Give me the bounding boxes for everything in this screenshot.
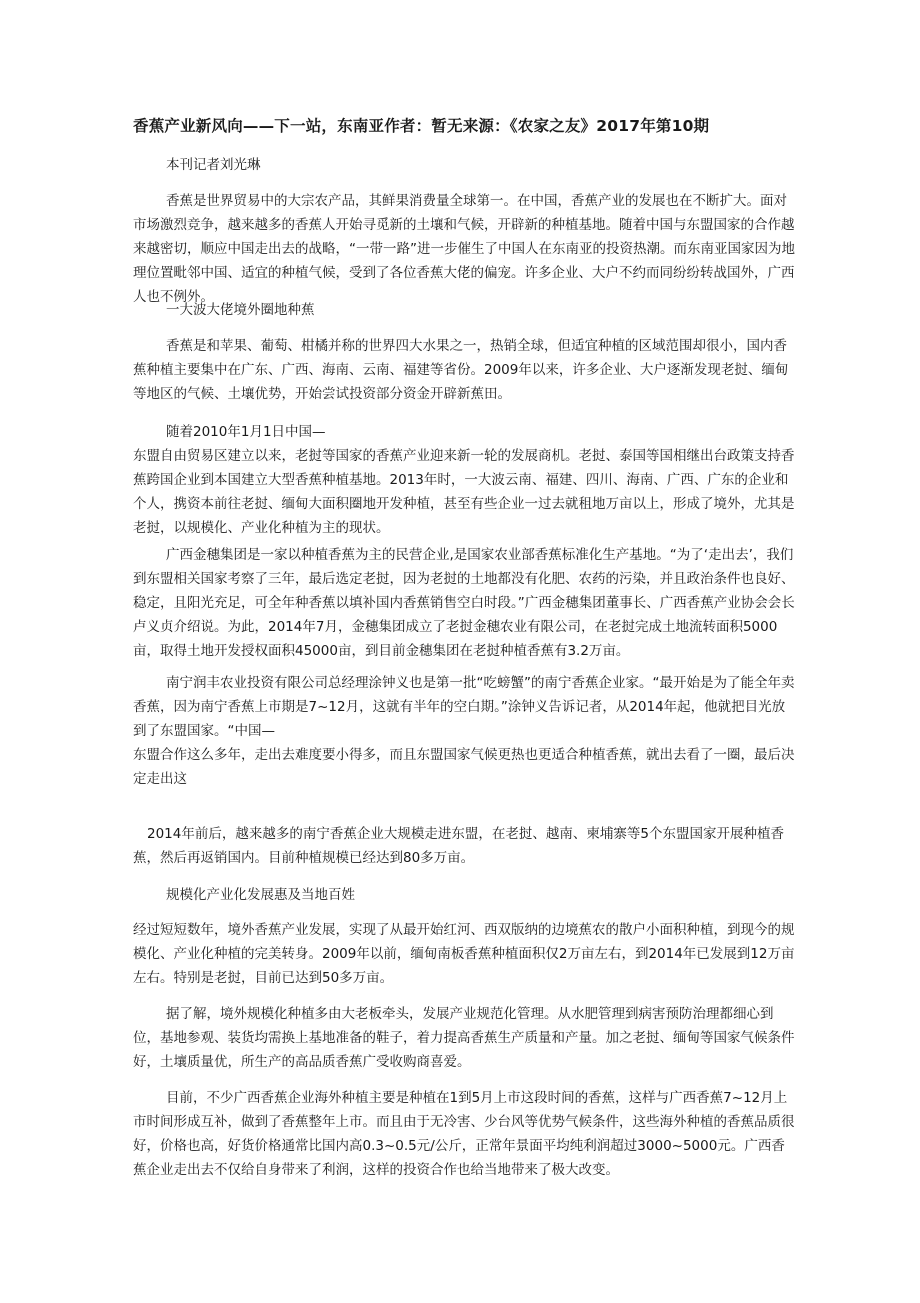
paragraph-7: 经过短短数年，境外香蕉产业发展，实现了从最开始红河、西双版纳的边境蕉农的散户小面积种植，到现今的规模化、产业化种植的完美转身。2009年以前，缅甸南板香蕉种植面积仅2万亩左右，到2014年已发展到12万亩左右。特别是老挝，目前已达到50多万亩。 [133,922,795,986]
paragraph-3: 随着2010年1月1日中国— 东盟自由贸易区建立以来，老挝等国家的香蕉产业迎来新一轮的发展商机。老挝、泰国等国相继出台政策支持香蕉跨国企业到本国建立大型香蕉种植基地。2013年时，一大波云南、福建、四川、海南、广西、广东的企业和个人，携资本前往老挝、缅甸大面积圈地开发种植，甚至有些企业一过去就租地万亩以上，形成了境外，尤其是老挝，以规模化、产业化种植为主的现状。 [133,424,795,536]
paragraph-2: 香蕉是和苹果、葡萄、柑橘并称的世界四大水果之一，热销全球，但适宜种植的区域范围却很小，国内香蕉种植主要集中在广东、广西、海南、云南、福建等省份。2009年以来，许多企业、大户逐渐发现老挝、缅甸等地区的气候、土壤优势，开始尝试投资部分资金开辟新蕉田。 [133,338,789,402]
paragraph-6: 2014年前后，越来越多的南宁香蕉企业大规模走进东盟，在老挝、越南、柬埔寨等5个东盟国家开展种植香蕉，然后再返销国内。目前种植规模已经达到80多万亩。 [133,826,784,866]
article-title: 香蕉产业新风向——下一站，东南亚作者：暂无来源：《农家之友》2017年第10期 [133,117,710,135]
paragraph-4: 广西金穗集团是一家以种植香蕉为主的民营企业,是国家农业部香蕉标准化生产基地。“为了‘走出去’，我们到东盟相关国家考察了三年，最后选定老挝，因为老挝的土地都没有化肥、农药的污染，并且政治条件也良好、稳定，且阳光充足，可全年种香蕉以填补国内香蕉销售空白时段。”广西金穗集团董事长、广西香蕉产业协会会长卢义贞介绍说。为此，2014年7月，金穗集团成立了老挝金穗农业有限公司，在老挝完成土地流转面积5000亩，取得土地开发授权面积45000亩，到目前金穗集团在老挝种植香蕉有3.2万亩。 [133,547,795,659]
paragraph-8: 据了解，境外规模化种植多由大老板牵头，发展产业规范化管理。从水肥管理到病害预防治理都细心到位，基地参观、装货均需换上基地准备的鞋子，着力提高香蕉生产质量和产量。加之老挝、缅甸等国家气候条件好，土壤质量优，所生产的高品质香蕉广受收购商喜爱。 [133,1006,795,1070]
section-heading-1: 一大波大佬境外圈地种蕉 [166,302,315,318]
section-heading-2: 规模化产业化发展惠及当地百姓 [166,887,355,903]
paragraph-9: 目前，不少广西香蕉企业海外种植主要是种植在1到5月上市这段时间的香蕉，这样与广西香蕉7~12月上市时间形成互补，做到了香蕉整年上市。而且由于无冷害、少台风等优势气候条件，这些海外种植的香蕉品质很好，价格也高，好货价格通常比国内高0.3~0.5元/公斤，正常年景面平均纯利润超过3000~5000元。广西香蕉企业走出去不仅给自身带来了利润，这样的投资合作也给当地带来了极大改变。 [133,1090,795,1178]
reporter-byline: 本刊记者刘光琳 [166,157,261,173]
paragraph-1: 香蕉是世界贸易中的大宗农产品，其鲜果消费量全球第一。在中国，香蕉产业的发展也在不断扩大。面对市场激烈竞争，越来越多的香蕉人开始寻觅新的土壤和气候，开辟新的种植基地。随着中国与东盟国家的合作越来越密切，顺应中国走出去的战略，“一带一路”进一步催生了中国人在东南亚的投资热潮。而东南亚国家因为地理位置毗邻中国、适宜的种植气候，受到了各位香蕉大佬的偏宠。许多企业、大户不约而同纷纷转战国外，广西人也不例外。 [133,193,795,305]
paragraph-5: 南宁润丰农业投资有限公司总经理涂钟义也是第一批“吃螃蟹”的南宁香蕉企业家。“最开始是为了能全年卖香蕉，因为南宁香蕉上市期是7~12月，这就有半年的空白期。”涂钟义告诉记者，从2014年起，他就把目光放到了东盟国家。“中国— 东盟合作这么多年，走出去难度要小得多，而且东盟国家气候更热也更适合种植香蕉，就出去看了一圈，最后决定走出这 [133,675,795,787]
